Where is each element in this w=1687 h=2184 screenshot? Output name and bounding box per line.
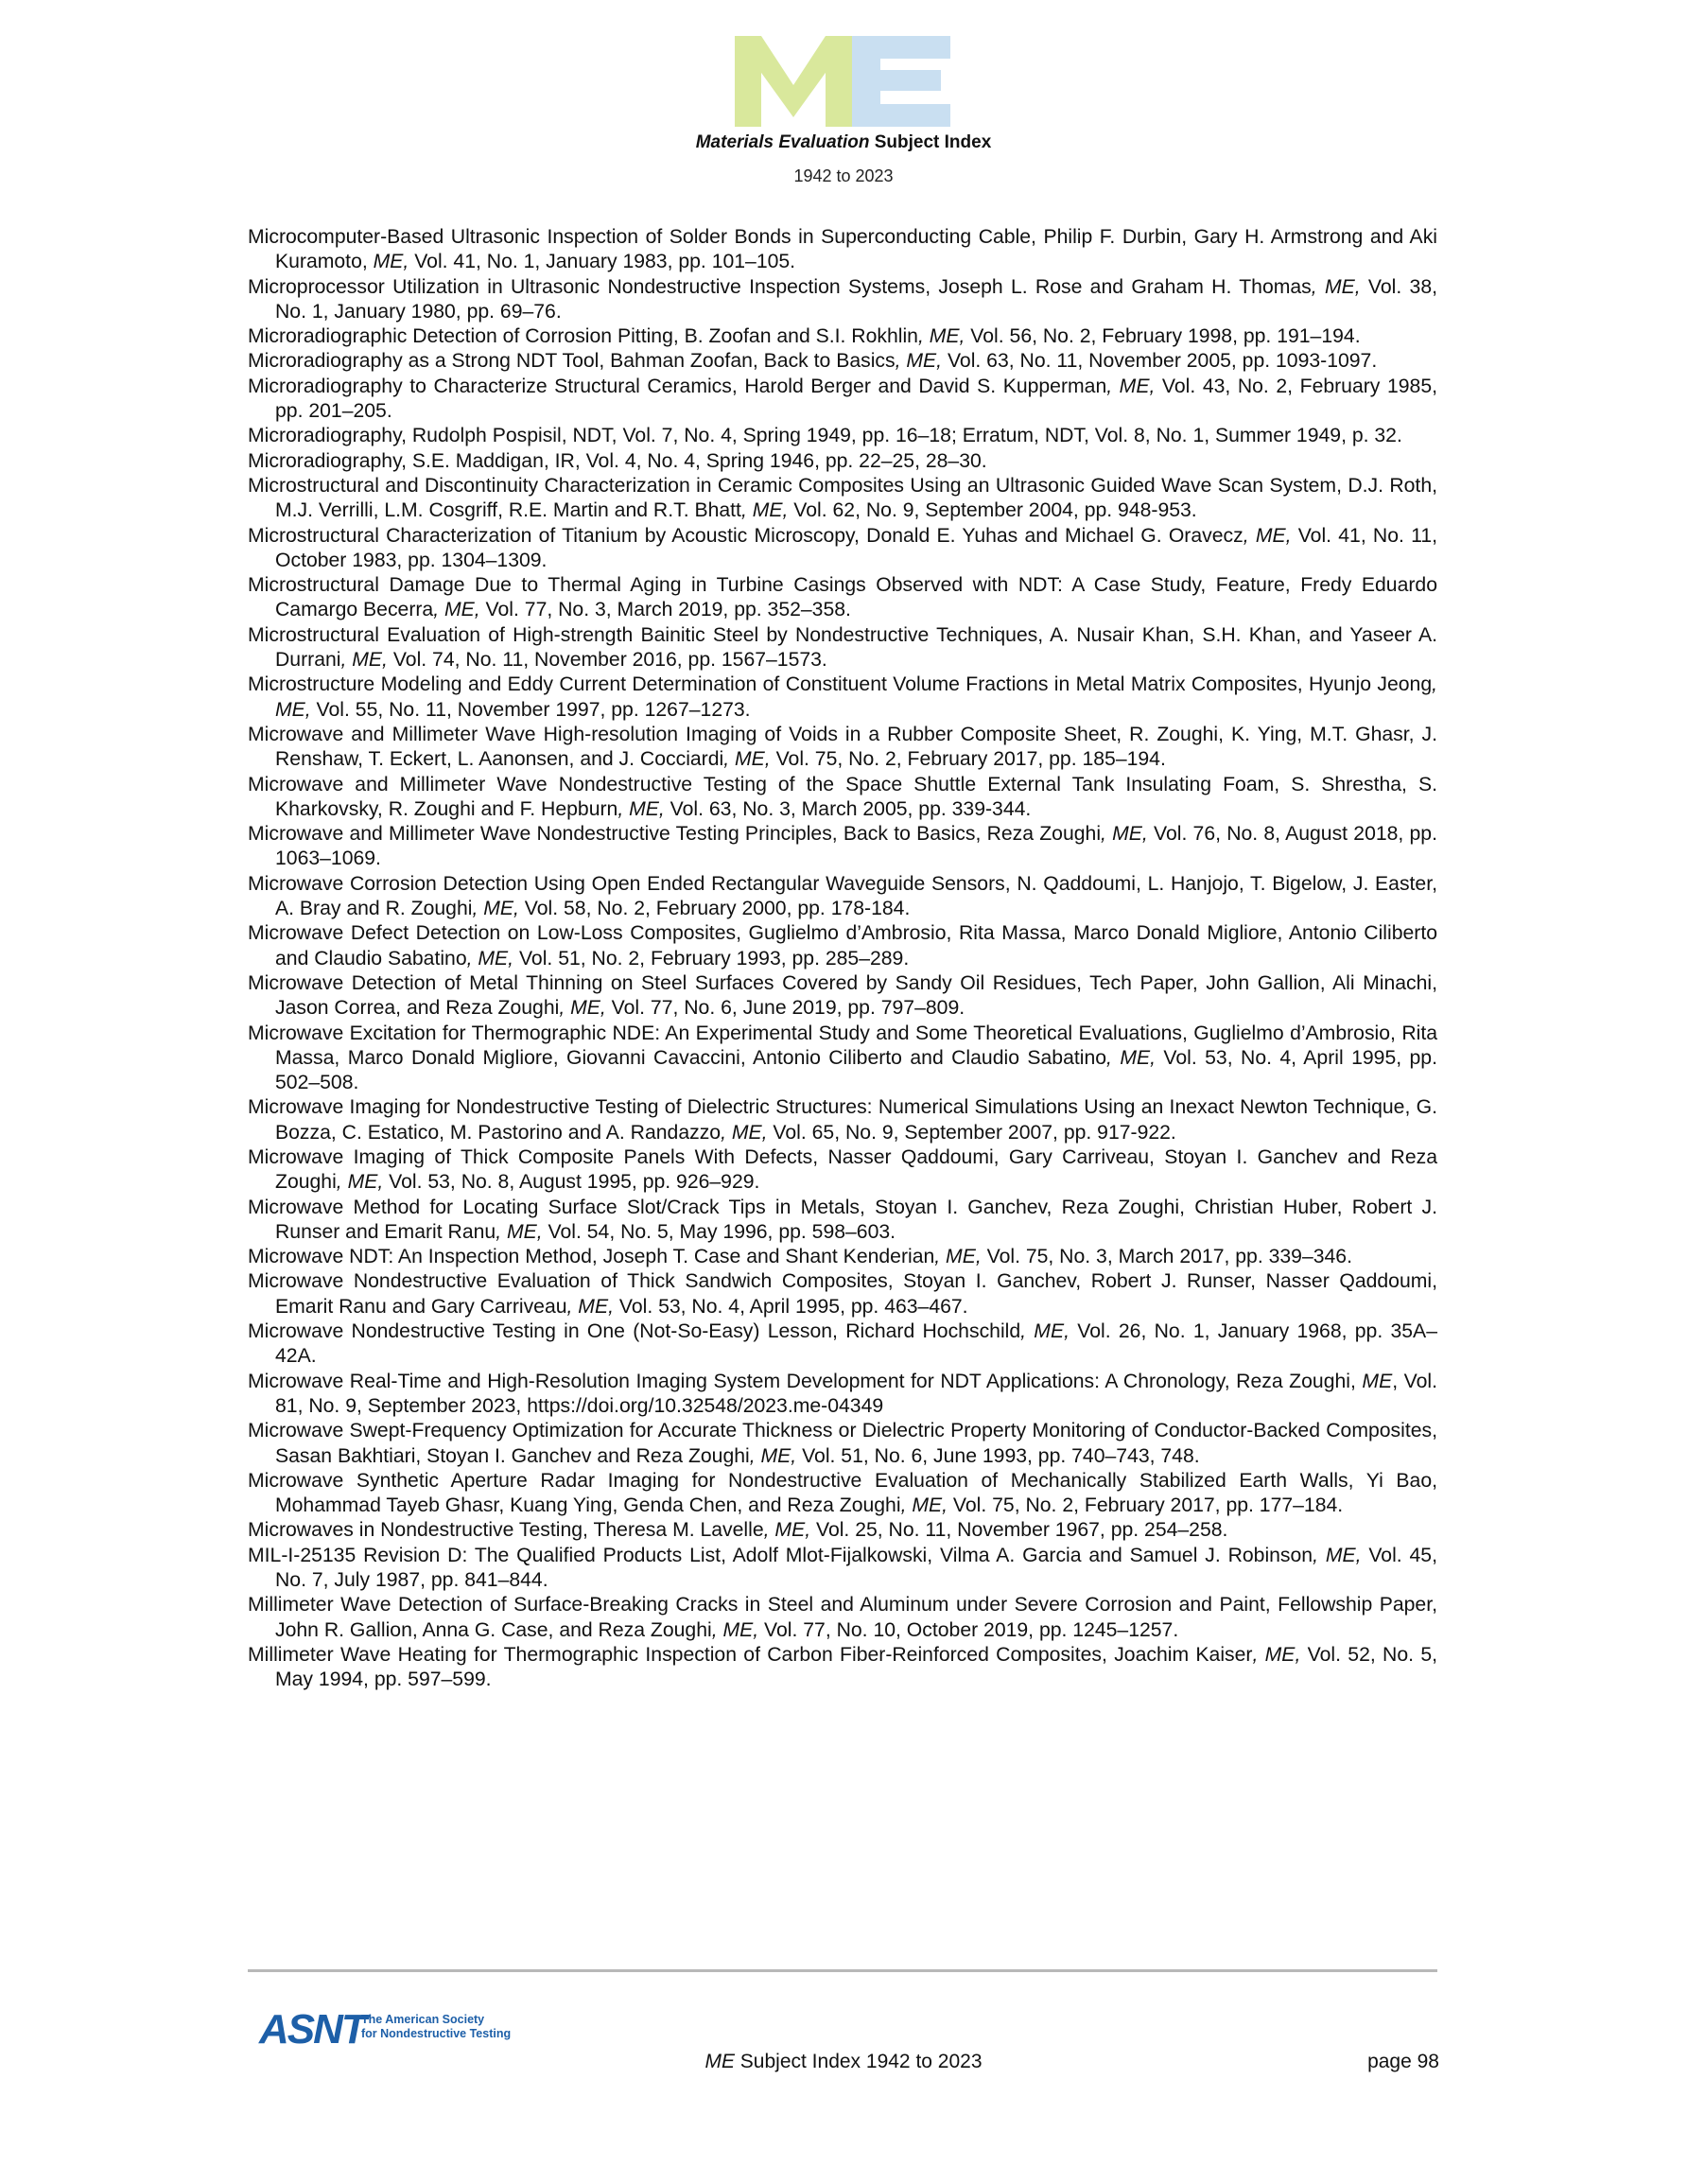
index-entry <box>248 1643 1437 1693</box>
entry-citation: , Vol. 81, No. 9, September 2023, https://doi.org/10.32548/2023.me-04349 <box>275 1370 1437 1417</box>
footer-title-rest: Subject Index 1942 to 2023 <box>734 2051 983 2072</box>
entry-title: Microwave NDT: An Inspection Method, Joseph T. Case and Shant Kenderian <box>248 1246 935 1268</box>
index-entry <box>248 449 1437 474</box>
entry-title: Microwave Defect Detection on Low-Loss Composites, Guglielmo d’Ambrosio, Rita Massa, Marco Donald Migliore, Antonio Ciliberto and Claudio Sabatino <box>248 922 1437 970</box>
entry-citation: Vol. 51, No. 2, February 1993, pp. 285–289. <box>513 947 910 970</box>
index-entry <box>248 524 1437 574</box>
entry-source: , ME, <box>1311 275 1361 298</box>
entry-source: , ME, <box>895 350 943 373</box>
me-logo-graphic <box>735 36 952 131</box>
entry-title: Microradiography, S.E. Maddigan, IR, Vol. 4, No. 4, Spring 1946, pp. 22–25, 28–30. <box>248 449 987 472</box>
entry-source: , ME, <box>749 1444 797 1467</box>
entry-citation: Vol. 62, No. 9, September 2004, pp. 948-953. <box>788 499 1197 522</box>
index-entry <box>248 723 1437 773</box>
entry-title: Microwave Nondestructive Testing in One (Not-So-Easy) Lesson, Richard Hochschild <box>248 1320 1021 1343</box>
asnt-org-name-line1: The American Society <box>361 2013 485 2026</box>
entry-citation: Vol. 26, No. 1, January 1968, pp. 35A–42A. <box>275 1320 1437 1368</box>
title-italic: Materials Evaluation <box>695 132 870 152</box>
entry-source: , ME, <box>1106 1046 1156 1069</box>
index-entry <box>248 773 1437 823</box>
asnt-org-name <box>361 2013 511 2041</box>
title-rest: Subject Index <box>869 132 992 152</box>
entry-title: Microstructural Evaluation of High-strength Bainitic Steel by Nondestructive Techniques, A. Nusair Khan, S.H. Khan, and Yaseer A. Durrani <box>248 623 1437 672</box>
entry-citation: Vol. 53, No. 4, April 1995, pp. 463–467. <box>613 1295 968 1318</box>
entry-title: Microcomputer-Based Ultrasonic Inspection of Solder Bonds in Superconducting Cable, Philip F. Durbin, Gary H. Armstrong and Aki Kuramoto, <box>248 226 1437 273</box>
entry-source: , ME, <box>1106 375 1156 397</box>
entry-title: Microstructure Modeling and Eddy Current Determination of Constituent Volume Fractions in Metal Matrix Composites, Hyunjo Jeong <box>248 673 1433 696</box>
entry-citation: Vol. 63, No. 11, November 2005, pp. 1093-1097. <box>942 350 1378 373</box>
entry-source: ME <box>1362 1370 1393 1392</box>
entry-source: , ME, <box>275 673 1437 721</box>
entry-citation: Vol. 54, No. 5, May 1996, pp. 598–603. <box>542 1220 896 1243</box>
entry-title: MIL-I-25135 Revision D: The Qualified Products List, Adolf Mlot-Fijalkowski, Vilma A. Garcia and Samuel J. Robinson <box>248 1544 1313 1566</box>
entry-citation: Vol. 63, No. 3, March 2005, pp. 339-344. <box>664 797 1032 820</box>
entry-citation: Vol. 56, No. 2, February 1998, pp. 191–194. <box>965 325 1361 348</box>
entry-citation: Vol. 43, No. 2, February 1985, pp. 201–205. <box>275 375 1437 423</box>
entry-title: Microprocessor Utilization in Ultrasonic Nondestructive Inspection Systems, Joseph L. Rose and Graham H. Thomas <box>248 275 1312 298</box>
asnt-logo-mark <box>259 2000 365 2058</box>
index-entry <box>248 275 1437 325</box>
index-entry <box>248 1370 1437 1420</box>
index-entry <box>248 324 1437 349</box>
asnt-org-name-line2: for Nondestructive Testing <box>361 2027 512 2040</box>
entry-source: , ME, <box>723 748 771 771</box>
entry-source: , ME, <box>340 649 388 672</box>
entry-title: Microwave Imaging of Thick Composite Panels With Defects, Nasser Qaddoumi, Gary Carriveau, Stoyan I. Ganchev and Reza Zoughi <box>248 1145 1437 1194</box>
entry-source: , ME, <box>559 997 606 1020</box>
index-entry <box>248 1269 1437 1319</box>
entry-title: Microwave Real-Time and High-Resolution Imaging System Development for NDT Applications: A Chronology, Reza Zoughi, <box>248 1370 1363 1392</box>
entry-citation: Vol. 75, No. 3, March 2017, pp. 339–346. <box>981 1246 1352 1268</box>
entry-citation: Vol. 76, No. 8, August 2018, pp. 1063–1069. <box>275 823 1437 870</box>
page-number: page 98 <box>1367 2051 1439 2072</box>
entry-citation: Vol. 41, No. 11, October 1983, pp. 1304–1309. <box>275 524 1437 571</box>
entry-title: Microradiography to Characterize Structural Ceramics, Harold Berger and David S. Kupperman <box>248 375 1107 397</box>
entry-citation: Vol. 38, No. 1, January 1980, pp. 69–76. <box>275 275 1437 323</box>
entry-source: , ME, <box>617 797 665 820</box>
entry-citation: Vol. 25, No. 11, November 1967, pp. 254–258. <box>810 1519 1228 1542</box>
entry-title: Microradiographic Detection of Corrosion Pitting, B. Zoofan and S.I. Rokhlin <box>248 325 918 348</box>
page-subtitle-years: 1942 to 2023 <box>793 166 894 185</box>
index-entry <box>248 1095 1437 1145</box>
index-entries <box>248 225 1437 1693</box>
entry-source: , ME, <box>496 1220 543 1243</box>
index-entry <box>248 1196 1437 1246</box>
index-entry <box>248 872 1437 922</box>
entry-source: , ME, <box>336 1171 384 1194</box>
index-entry <box>248 921 1437 971</box>
entry-source: , ME, <box>1252 1643 1301 1666</box>
entry-citation: Vol. 52, No. 5, May 1994, pp. 597–599. <box>275 1643 1437 1691</box>
entry-title: Microwave and Millimeter Wave Nondestructive Testing of the Space Shuttle External Tank Insulating Foam, S. Shrestha, S. Kharkovsky, R. Zoughi and F. Hepburn <box>248 773 1437 820</box>
entry-title: Millimeter Wave Detection of Surface-Breaking Cracks in Steel and Aluminum under Severe Corrosion and Paint, Fellowship Paper, John R. Gallion, Anna G. Case, and Reza Zoughi <box>248 1594 1437 1641</box>
index-entry <box>248 1419 1437 1469</box>
entry-citation: Vol. 58, No. 2, February 2000, pp. 178-184. <box>518 898 911 920</box>
index-entry <box>248 822 1437 872</box>
entry-citation: Vol. 41, No. 1, January 1983, pp. 101–105. <box>409 251 796 273</box>
entry-citation: Vol. 75, No. 2, February 2017, pp. 177–184. <box>948 1494 1344 1517</box>
entry-title: Microwaves in Nondestructive Testing, Theresa M. Lavelle <box>248 1519 764 1542</box>
index-entry <box>248 424 1437 448</box>
entry-citation: Vol. 77, No. 6, June 2019, pp. 797–809. <box>605 997 965 1020</box>
footer-title-italic: ME <box>704 2051 735 2072</box>
entry-source: ME, <box>373 251 409 273</box>
index-entry <box>248 673 1437 723</box>
entry-title: Microwave Method for Locating Surface Slot/Crack Tips in Metals, Stoyan I. Ganchev, Reza Zoughi, Christian Huber, Robert J. Runser and Emarit Ranu <box>248 1196 1437 1243</box>
entry-title: Microstructural Characterization of Titanium by Acoustic Microscopy, Donald E. Yuhas and Michael G. Oravecz <box>248 524 1244 547</box>
entry-source: , ME, <box>1101 823 1148 846</box>
entry-title: Microwave and Millimeter Wave Nondestructive Testing Principles, Back to Basics, Reza Zoughi <box>248 823 1102 846</box>
entry-title: Microwave Imaging for Nondestructive Testing of Dielectric Structures: Numerical Simulations Using an Inexact Newton Technique, G. Bozza, C. Estatico, M. Pastorino and A. Randazzo <box>248 1096 1437 1144</box>
asnt-logo <box>259 2000 524 2058</box>
entry-source: , ME, <box>472 898 519 920</box>
entry-citation: Vol. 75, No. 2, February 2017, pp. 185–194. <box>770 748 1166 771</box>
entry-citation: Vol. 53, No. 8, August 1995, pp. 926–929. <box>383 1171 760 1194</box>
entry-source: , ME, <box>433 599 480 621</box>
index-entry <box>248 1544 1437 1594</box>
entry-citation: Vol. 53, No. 4, April 1995, pp. 502–508. <box>275 1046 1437 1094</box>
entry-citation: Vol. 77, No. 10, October 2019, pp. 1245–1257. <box>758 1618 1179 1641</box>
index-entry <box>248 1319 1437 1370</box>
entry-citation: Vol. 77, No. 3, March 2019, pp. 352–358. <box>479 599 851 621</box>
entry-source: , ME, <box>721 1121 768 1144</box>
entry-source: , ME, <box>900 1494 948 1517</box>
entry-citation: Vol. 65, No. 9, September 2007, pp. 917-922. <box>767 1121 1176 1144</box>
entry-title: Microstructural Damage Due to Thermal Aging in Turbine Casings Observed with NDT: A Case Study, Feature, Fredy Eduardo Camargo Becerra <box>248 574 1437 621</box>
index-entry <box>248 573 1437 623</box>
me-logo <box>0 36 1687 131</box>
index-entry <box>248 474 1437 524</box>
entry-citation: Vol. 74, No. 11, November 2016, pp. 1567–1573. <box>387 649 827 672</box>
entry-source: , ME, <box>1313 1544 1362 1566</box>
entry-title: Millimeter Wave Heating for Thermographic Inspection of Carbon Fiber-Reinforced Composites, Joachim Kaiser <box>248 1643 1253 1666</box>
entry-title: Microwave Nondestructive Evaluation of Thick Sandwich Composites, Stoyan I. Ganchev, Robert J. Runser, Nasser Qaddoumi, Emarit Ranu and Gary Carriveau <box>248 1270 1437 1318</box>
entry-title: Microwave Swept-Frequency Optimization for Accurate Thickness or Dielectric Property Monitoring of Conductor-Backed Composites, Sasan Bakhtiari, Stoyan I. Ganchev and Reza Zoughi <box>248 1420 1437 1467</box>
entry-source: , ME, <box>566 1295 614 1318</box>
entry-title: Microwave Excitation for Thermographic NDE: An Experimental Study and Some Theoretical Evaluations, Guglielmo d’Ambrosio, Rita Massa, Marco Donald Migliore, Giovanni Cavaccini, Antonio Ciliberto and Claudio Sabatino <box>248 1022 1437 1069</box>
entry-source: , ME, <box>711 1618 759 1641</box>
entry-title: Microwave and Millimeter Wave High-resolution Imaging of Voids in a Rubber Composite Sheet, R. Zoughi, K. Ying, M.T. Ghasr, J. Renshaw, T. Eckert, L. Aanonsen, and J. Cocciardi <box>248 723 1437 771</box>
entry-title: Microradiography as a Strong NDT Tool, Bahman Zoofan, Back to Basics <box>248 350 896 373</box>
index-entry <box>248 1022 1437 1096</box>
index-entry <box>248 1245 1437 1269</box>
index-entry <box>248 1593 1437 1643</box>
entry-title: Microradiography, Rudolph Pospisil, NDT, Vol. 7, No. 4, Spring 1949, pp. 16–18; Erratum, NDT, Vol. 8, No. 1, Summer 1949, p. 32. <box>248 425 1402 447</box>
entry-citation: Vol. 55, No. 11, November 1997, pp. 1267–1273. <box>310 698 751 721</box>
index-entry <box>248 623 1437 673</box>
entry-source: , ME, <box>466 947 514 970</box>
index-entry <box>248 1518 1437 1543</box>
index-entry <box>248 971 1437 1022</box>
svg-text:ASNT: ASNT <box>259 2006 365 2053</box>
entry-source: , ME, <box>1243 524 1292 547</box>
index-entry <box>248 349 1437 374</box>
index-entry <box>248 225 1437 275</box>
entry-citation: Vol. 51, No. 6, June 1993, pp. 740–743, 748. <box>796 1444 1200 1467</box>
entry-title: Microwave Corrosion Detection Using Open Ended Rectangular Waveguide Sensors, N. Qaddoumi, L. Hanjojo, T. Bigelow, J. Easter, A. Bray and R. Zoughi <box>248 872 1437 920</box>
entry-title: Microwave Synthetic Aperture Radar Imaging for Nondestructive Evaluation of Mechanically Stabilized Earth Walls, Yi Bao, Mohammad Tayeb Ghasr, Kuang Ying, Genda Chen, and Reza Zoughi <box>248 1469 1437 1517</box>
index-entry <box>248 375 1437 425</box>
entry-source: , ME, <box>917 325 965 348</box>
index-entry <box>248 1469 1437 1519</box>
entry-title: Microstructural and Discontinuity Characterization in Ceramic Composites Using an Ultrasonic Guided Wave Scan System, D.J. Roth, M.J. Verrilli, L.M. Cosgriff, R.E. Martin and R.T. Bhatt <box>248 474 1437 522</box>
entry-source: , ME, <box>763 1519 811 1542</box>
page-title <box>0 132 1687 153</box>
entry-source: , ME, <box>934 1246 982 1268</box>
entry-title: Microwave Detection of Metal Thinning on Steel Surfaces Covered by Sandy Oil Residues, Tech Paper, John Gallion, Ali Minachi, Jason Correa, and Reza Zoughi <box>248 971 1437 1020</box>
entry-source: , ME, <box>1020 1320 1070 1343</box>
footer-divider <box>248 1969 1437 1972</box>
entry-citation: Vol. 45, No. 7, July 1987, pp. 841–844. <box>275 1544 1437 1592</box>
index-entry <box>248 1145 1437 1196</box>
entry-source: , ME, <box>740 499 789 522</box>
